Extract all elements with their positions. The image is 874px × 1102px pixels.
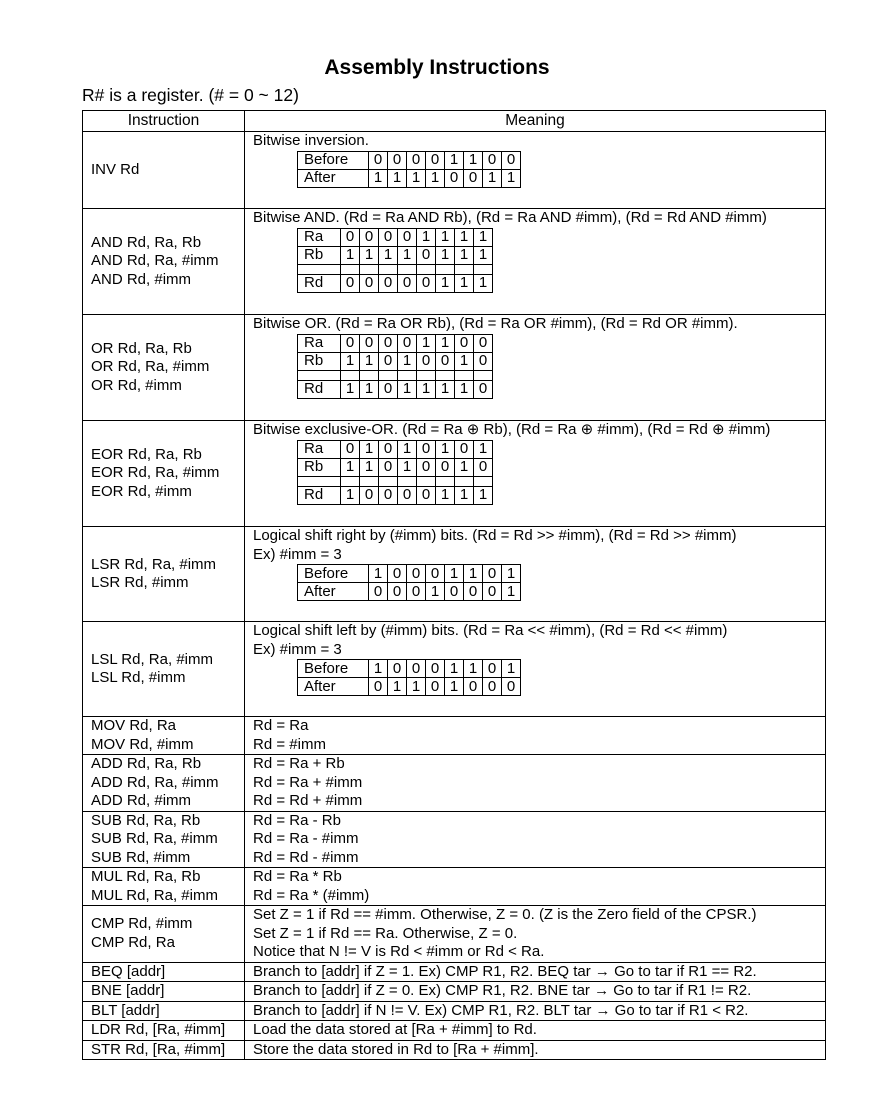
meaning-cell — [245, 1021, 826, 1041]
bit-cell: 0 — [436, 352, 455, 370]
instruction-text: BEQ [addr] — [91, 962, 166, 980]
bit-cell: 0 — [502, 151, 521, 169]
instruction-cell — [83, 132, 245, 209]
bit-cell: 0 — [417, 440, 436, 458]
bit-row-label: Before — [298, 565, 369, 583]
instruction-row — [83, 1001, 826, 1021]
bit-cell: 1 — [474, 440, 493, 458]
bit-cell: 1 — [341, 246, 360, 264]
bit-cell: 0 — [464, 678, 483, 696]
page-title: Assembly Instructions — [324, 56, 550, 79]
meaning-text: Bitwise AND. (Rd = Ra AND Rb), (Rd = Ra AND #imm), (Rd = Rd AND #imm) — [253, 209, 767, 226]
instruction-cell — [83, 622, 245, 717]
bit-cell: 1 — [502, 565, 521, 583]
bit-row-label: Rd — [298, 274, 341, 292]
bit-cell: 1 — [464, 565, 483, 583]
bit-row-label: Ra — [298, 228, 341, 246]
meaning-text: Logical shift right by (#imm) bits. (Rd = Rd >> #imm), (Rd = Rd >> #imm) — [253, 527, 737, 544]
bit-cell: 0 — [426, 660, 445, 678]
instruction-text: EOR Rd, Ra, #imm — [91, 464, 220, 482]
meaning-cell — [245, 811, 826, 868]
bit-row — [298, 380, 493, 398]
bit-cell: 1 — [474, 274, 493, 292]
bit-cell: 0 — [369, 151, 388, 169]
meaning-cell — [245, 1040, 826, 1060]
bit-cell: 1 — [474, 228, 493, 246]
bit-cell: 1 — [360, 440, 379, 458]
bit-row-label: After — [298, 169, 369, 187]
instruction-table — [82, 110, 826, 1060]
instruction-text: SUB Rd, Ra, Rb — [91, 811, 201, 829]
instruction-text: AND Rd, Ra, Rb — [91, 233, 202, 251]
bit-cell: 0 — [398, 228, 417, 246]
bit-cell: 1 — [341, 486, 360, 504]
instruction-text: MUL Rd, Ra, #imm — [91, 886, 218, 904]
instruction-cell — [83, 1040, 245, 1060]
bit-cell: 0 — [369, 583, 388, 601]
bit-cell: 0 — [379, 486, 398, 504]
instruction-cell — [83, 717, 245, 755]
bit-cell: 1 — [369, 660, 388, 678]
bit-cell: 0 — [483, 151, 502, 169]
bit-cell: 0 — [417, 246, 436, 264]
instruction-text: CMP Rd, Ra — [91, 933, 175, 951]
bit-row — [298, 246, 493, 264]
instruction-cell — [83, 868, 245, 906]
bit-gap-cell — [341, 476, 360, 486]
instruction-row — [83, 906, 826, 963]
bit-gap-cell — [360, 264, 379, 274]
bit-row — [298, 274, 493, 292]
instruction-text: ADD Rd, Ra, #imm — [91, 773, 219, 791]
meaning-text: Branch to [addr] if Z = 1. Ex) CMP R1, R2. BEQ tar → Go to tar if R1 == R2. — [253, 962, 757, 980]
bit-cell: 1 — [502, 660, 521, 678]
meaning-text: Rd = Rd + #imm — [253, 792, 363, 809]
meaning-cell — [245, 421, 826, 527]
bit-cell: 1 — [341, 352, 360, 370]
bit-cell: 0 — [474, 352, 493, 370]
bit-cell: 0 — [417, 274, 436, 292]
bit-row — [298, 169, 521, 187]
instruction-text: EOR Rd, Ra, Rb — [91, 445, 202, 463]
bit-gap-cell — [436, 476, 455, 486]
bit-cell: 0 — [417, 458, 436, 476]
bit-gap-cell — [298, 476, 341, 486]
meaning-text: Set Z = 1 if Rd == #imm. Otherwise, Z = 0. (Z is the Zero field of the CPSR.) — [253, 906, 757, 923]
bit-cell: 1 — [379, 246, 398, 264]
bit-cell: 1 — [445, 565, 464, 583]
bit-cell: 0 — [417, 486, 436, 504]
bit-cell: 0 — [436, 458, 455, 476]
instruction-row-inv — [83, 132, 826, 209]
bit-cell: 1 — [455, 228, 474, 246]
instruction-text: MUL Rd, Ra, Rb — [91, 868, 201, 885]
bit-cell: 0 — [341, 274, 360, 292]
bit-cell: 1 — [455, 458, 474, 476]
meaning-text: Branch to [addr] if Z = 0. Ex) CMP R1, R2. BNE tar → Go to tar if R1 != R2. — [253, 982, 752, 999]
instruction-text: EOR Rd, #imm — [91, 482, 192, 500]
meaning-text: Bitwise inversion. — [253, 132, 369, 149]
instruction-text: LSL Rd, #imm — [91, 669, 186, 686]
bit-cell: 1 — [502, 583, 521, 601]
bit-gap-cell — [474, 370, 493, 380]
instruction-text: MOV Rd, Ra — [91, 717, 177, 734]
bit-cell: 0 — [483, 660, 502, 678]
instruction-row-lsr — [83, 527, 826, 622]
instruction-text: BNE [addr] — [91, 982, 165, 999]
instruction-row — [83, 1021, 826, 1041]
instruction-cell — [83, 755, 245, 812]
instruction-text: AND Rd, Ra, #imm — [91, 252, 219, 270]
bit-cell: 1 — [464, 660, 483, 678]
instruction-cell — [83, 527, 245, 622]
bit-cell: 1 — [360, 458, 379, 476]
bit-cell: 1 — [436, 334, 455, 352]
meaning-cell — [245, 1001, 826, 1021]
bit-cell: 0 — [455, 334, 474, 352]
bit-cell: 1 — [426, 169, 445, 187]
bit-gap-row — [298, 264, 493, 274]
bit-cell: 1 — [388, 169, 407, 187]
meaning-text: Rd = Ra * Rb — [253, 868, 342, 885]
bit-gap-cell — [341, 370, 360, 380]
bit-cell: 1 — [436, 440, 455, 458]
bit-gap-cell — [298, 370, 341, 380]
bit-cell: 1 — [436, 246, 455, 264]
bit-cell: 1 — [398, 440, 417, 458]
bit-cell: 0 — [502, 678, 521, 696]
bit-gap-cell — [379, 370, 398, 380]
bit-cell: 1 — [398, 458, 417, 476]
bit-cell: 1 — [417, 380, 436, 398]
bit-cell: 0 — [388, 583, 407, 601]
bit-cell: 1 — [360, 380, 379, 398]
bit-cell: 0 — [360, 274, 379, 292]
meaning-text: Rd = #imm — [253, 735, 326, 753]
bit-row — [298, 440, 493, 458]
bit-cell: 0 — [398, 486, 417, 504]
instruction-cell — [83, 962, 245, 982]
meaning-text: Branch to [addr] if N != V. Ex) CMP R1, R2. BLT tar → Go to tar if R1 < R2. — [253, 1001, 749, 1019]
bit-cell: 1 — [455, 486, 474, 504]
bit-cell: 1 — [474, 486, 493, 504]
bit-row — [298, 334, 493, 352]
bit-cell: 0 — [407, 583, 426, 601]
bit-cell: 0 — [445, 169, 464, 187]
bit-cell: 0 — [426, 678, 445, 696]
meaning-text: Rd = Ra + Rb — [253, 755, 345, 772]
meaning-text: Store the data stored in Rd to [Ra + #imm]. — [253, 1040, 539, 1058]
register-note: R# is a register. (# = 0 ~ 12) — [82, 85, 299, 105]
instruction-text: CMP Rd, #imm — [91, 915, 193, 933]
meaning-cell — [245, 527, 826, 622]
bit-table — [297, 334, 493, 399]
bit-row-label: Ra — [298, 440, 341, 458]
instruction-row — [83, 755, 826, 812]
bit-cell: 1 — [407, 678, 426, 696]
bit-cell: 0 — [360, 334, 379, 352]
meaning-cell — [245, 132, 826, 209]
instruction-row — [83, 962, 826, 982]
instruction-text: LSR Rd, #imm — [91, 574, 189, 591]
bit-cell: 0 — [474, 334, 493, 352]
bit-cell: 1 — [407, 169, 426, 187]
bit-row — [298, 660, 521, 678]
bit-row — [298, 583, 521, 601]
bit-row — [298, 678, 521, 696]
bit-row-label: Rb — [298, 458, 341, 476]
bit-table — [297, 151, 521, 188]
bit-cell: 0 — [445, 583, 464, 601]
bit-row-label: Rd — [298, 486, 341, 504]
bit-cell: 0 — [398, 274, 417, 292]
meaning-text: Rd = Ra + #imm — [253, 773, 363, 791]
bit-cell: 1 — [436, 228, 455, 246]
meaning-text: Notice that N != V is Rd < #imm or Rd < Ra. — [253, 943, 545, 960]
example-text: Ex) #imm = 3 — [253, 640, 342, 658]
bit-gap-cell — [455, 264, 474, 274]
instruction-text: LSL Rd, Ra, #imm — [91, 650, 213, 668]
bit-row-label: Rb — [298, 352, 341, 370]
instruction-row — [83, 868, 826, 906]
bit-gap-cell — [341, 264, 360, 274]
bit-row-label: Before — [298, 660, 369, 678]
bit-cell: 1 — [502, 169, 521, 187]
instruction-row — [83, 717, 826, 755]
bit-row-label: Rd — [298, 380, 341, 398]
bit-gap-cell — [398, 264, 417, 274]
bit-cell: 0 — [360, 228, 379, 246]
bit-cell: 0 — [379, 274, 398, 292]
instruction-row — [83, 1040, 826, 1060]
instruction-text: MOV Rd, #imm — [91, 735, 194, 753]
bit-cell: 1 — [474, 246, 493, 264]
bit-cell: 1 — [398, 380, 417, 398]
bit-cell: 0 — [474, 458, 493, 476]
bit-cell: 0 — [407, 565, 426, 583]
instruction-cell — [83, 982, 245, 1002]
meaning-cell — [245, 717, 826, 755]
instruction-cell — [83, 811, 245, 868]
instruction-row-eor — [83, 421, 826, 527]
instruction-cell — [83, 1001, 245, 1021]
bit-cell: 1 — [398, 246, 417, 264]
bit-cell: 1 — [436, 274, 455, 292]
bit-table — [297, 228, 493, 293]
meaning-text: Bitwise OR. (Rd = Ra OR Rb), (Rd = Ra OR #imm), (Rd = Rd OR #imm). — [253, 315, 738, 332]
instruction-text: SUB Rd, #imm — [91, 848, 191, 866]
bit-gap-cell — [474, 476, 493, 486]
meaning-cell — [245, 315, 826, 421]
header-instruction: Instruction — [83, 111, 245, 132]
bit-cell: 0 — [483, 565, 502, 583]
bit-row — [298, 458, 493, 476]
meaning-text: Logical shift left by (#imm) bits. (Rd = Ra << #imm), (Rd = Rd << #imm) — [253, 622, 728, 639]
bit-cell: 0 — [417, 352, 436, 370]
bit-cell: 0 — [426, 151, 445, 169]
bit-table — [297, 440, 493, 505]
bit-table — [297, 564, 521, 601]
bit-cell: 1 — [360, 352, 379, 370]
bit-row-label: Ra — [298, 334, 341, 352]
bit-cell: 1 — [445, 678, 464, 696]
meaning-text: Set Z = 1 if Rd == Ra. Otherwise, Z = 0. — [253, 924, 518, 942]
bit-gap-cell — [455, 370, 474, 380]
example-text: Ex) #imm = 3 — [253, 545, 342, 563]
bit-gap-cell — [417, 370, 436, 380]
meaning-text: Rd = Ra * (#imm) — [253, 886, 370, 904]
meaning-text: Rd = Ra — [253, 717, 309, 734]
bit-cell: 0 — [379, 228, 398, 246]
bit-cell: 0 — [341, 228, 360, 246]
bit-cell: 1 — [455, 246, 474, 264]
bit-cell: 0 — [474, 380, 493, 398]
bit-cell: 1 — [369, 565, 388, 583]
meaning-cell — [245, 755, 826, 812]
bit-cell: 1 — [445, 151, 464, 169]
bit-cell: 0 — [341, 334, 360, 352]
bit-cell: 0 — [388, 660, 407, 678]
meaning-cell — [245, 868, 826, 906]
bit-cell: 0 — [360, 486, 379, 504]
bit-cell: 0 — [407, 151, 426, 169]
instruction-row — [83, 982, 826, 1002]
bit-row-label: After — [298, 583, 369, 601]
instruction-text: LSR Rd, Ra, #imm — [91, 555, 217, 573]
bit-cell: 1 — [464, 151, 483, 169]
header-meaning: Meaning — [245, 111, 826, 132]
instruction-cell — [83, 906, 245, 963]
bit-row — [298, 228, 493, 246]
instruction-text: SUB Rd, Ra, #imm — [91, 830, 218, 847]
bit-row — [298, 352, 493, 370]
header-row — [83, 111, 826, 132]
bit-cell: 1 — [341, 380, 360, 398]
bit-cell: 0 — [379, 440, 398, 458]
bit-cell: 1 — [341, 458, 360, 476]
bit-row-label: After — [298, 678, 369, 696]
bit-gap-row — [298, 476, 493, 486]
bit-cell: 1 — [426, 583, 445, 601]
bit-cell: 1 — [398, 352, 417, 370]
bit-gap-cell — [379, 264, 398, 274]
bit-row — [298, 486, 493, 504]
bit-cell: 1 — [455, 380, 474, 398]
bit-gap-cell — [474, 264, 493, 274]
instruction-row-or — [83, 315, 826, 421]
bit-cell: 0 — [388, 151, 407, 169]
bit-cell: 0 — [483, 583, 502, 601]
meaning-cell — [245, 622, 826, 717]
bit-cell: 0 — [464, 169, 483, 187]
bit-cell: 0 — [407, 660, 426, 678]
bit-cell: 1 — [417, 228, 436, 246]
instruction-cell — [83, 209, 245, 315]
bit-gap-cell — [298, 264, 341, 274]
instruction-text: BLT [addr] — [91, 1001, 160, 1019]
bit-cell: 1 — [436, 486, 455, 504]
bit-gap-cell — [417, 476, 436, 486]
instruction-cell — [83, 421, 245, 527]
meaning-cell — [245, 962, 826, 982]
bit-cell: 0 — [455, 440, 474, 458]
bit-gap-row — [298, 370, 493, 380]
bit-gap-cell — [455, 476, 474, 486]
bit-cell: 0 — [388, 565, 407, 583]
meaning-text: Rd = Ra - #imm — [253, 830, 359, 847]
bit-cell: 1 — [388, 678, 407, 696]
bit-cell: 0 — [426, 565, 445, 583]
meaning-cell — [245, 906, 826, 963]
bit-cell: 0 — [369, 678, 388, 696]
instruction-text: OR Rd, #imm — [91, 376, 182, 394]
meaning-cell — [245, 982, 826, 1002]
instruction-text: AND Rd, #imm — [91, 270, 192, 288]
bit-row-label: Rb — [298, 246, 341, 264]
bit-cell: 1 — [455, 352, 474, 370]
bit-cell: 0 — [379, 458, 398, 476]
instruction-row-lsl — [83, 622, 826, 717]
bit-gap-cell — [360, 370, 379, 380]
bit-table — [297, 659, 521, 696]
bit-gap-cell — [398, 476, 417, 486]
bit-gap-cell — [417, 264, 436, 274]
bit-cell: 1 — [445, 660, 464, 678]
instruction-text: LDR Rd, [Ra, #imm] — [91, 1021, 226, 1038]
bit-cell: 1 — [417, 334, 436, 352]
instruction-cell — [83, 315, 245, 421]
bit-row — [298, 565, 521, 583]
instruction-text: OR Rd, Ra, Rb — [91, 339, 192, 357]
bit-gap-cell — [398, 370, 417, 380]
meaning-cell — [245, 209, 826, 315]
bit-cell: 0 — [379, 380, 398, 398]
bit-cell: 0 — [341, 440, 360, 458]
instruction-row-and — [83, 209, 826, 315]
bit-gap-cell — [379, 476, 398, 486]
bit-row — [298, 151, 521, 169]
meaning-text: Rd = Rd - #imm — [253, 848, 359, 866]
bit-gap-cell — [436, 264, 455, 274]
meaning-text: Rd = Ra - Rb — [253, 811, 341, 829]
instruction-text: OR Rd, Ra, #imm — [91, 358, 210, 376]
bit-cell: 1 — [455, 274, 474, 292]
instruction-text: ADD Rd, #imm — [91, 792, 192, 809]
instruction-text: ADD Rd, Ra, Rb — [91, 755, 202, 772]
instruction-text: STR Rd, [Ra, #imm] — [91, 1040, 226, 1058]
bit-cell: 0 — [483, 678, 502, 696]
bit-cell: 0 — [379, 352, 398, 370]
bit-cell: 1 — [360, 246, 379, 264]
bit-cell: 0 — [464, 583, 483, 601]
bit-gap-cell — [436, 370, 455, 380]
instruction-text: INV Rd — [91, 160, 140, 178]
bit-cell: 0 — [398, 334, 417, 352]
bit-gap-cell — [360, 476, 379, 486]
bit-cell: 1 — [483, 169, 502, 187]
instruction-cell — [83, 1021, 245, 1041]
bit-row-label: Before — [298, 151, 369, 169]
meaning-text: Load the data stored at [Ra + #imm] to Rd. — [253, 1021, 537, 1038]
meaning-text: Bitwise exclusive-OR. (Rd = Ra ⊕ Rb), (Rd = Ra ⊕ #imm), (Rd = Rd ⊕ #imm) — [253, 421, 771, 438]
bit-cell: 1 — [369, 169, 388, 187]
bit-cell: 1 — [436, 380, 455, 398]
instruction-row — [83, 811, 826, 868]
bit-cell: 0 — [379, 334, 398, 352]
